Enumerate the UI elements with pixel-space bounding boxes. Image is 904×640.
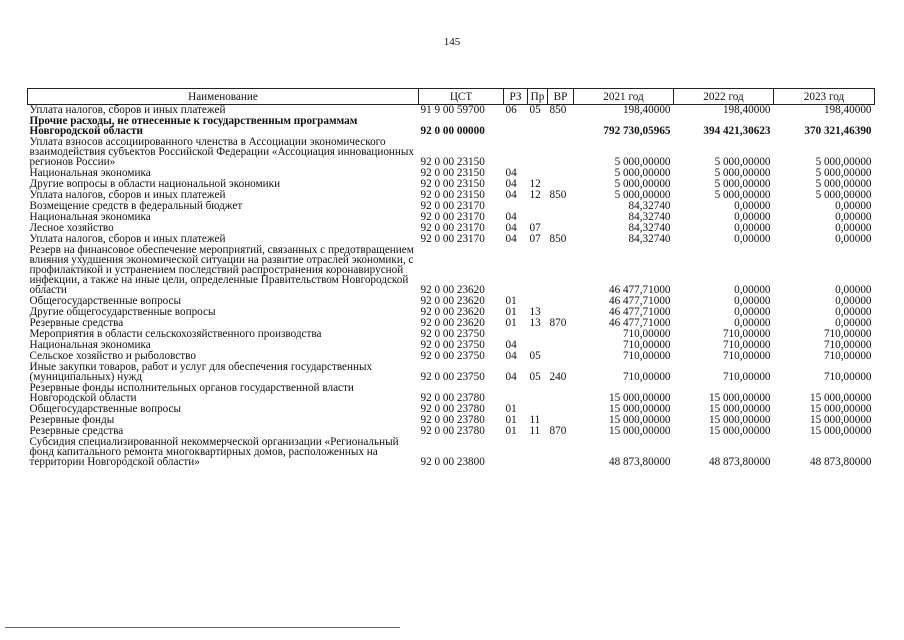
cell-name: Резервные фонды исполнительных органов государственной власти Новгородской области bbox=[29, 382, 354, 404]
cell-vr: 850 bbox=[549, 233, 567, 245]
cell-2021: 15 000,00000 bbox=[608, 425, 671, 437]
page-number: 145 bbox=[443, 36, 461, 48]
cell-2021: 710,00000 bbox=[622, 339, 671, 351]
cell-name: Уплата налогов, сборов и иных платежей bbox=[29, 104, 226, 116]
cell-name: Субсидия специализированной некоммерческой организации «Региональный фонд капитального ремонта многоквартирных домов, расположенных на территории Новгородской области» bbox=[29, 436, 399, 468]
cell-rz: 04 bbox=[505, 339, 517, 351]
cell-2022: 198,40000 bbox=[722, 104, 771, 116]
cell-name: Мероприятия в области сельскохозяйственного производства bbox=[29, 328, 322, 340]
cell-2022: 0,00000 bbox=[734, 306, 771, 318]
cell-2023: 0,00000 bbox=[835, 295, 872, 307]
cell-2023: 5 000,00000 bbox=[815, 178, 872, 190]
cell-rz: 01 bbox=[505, 306, 517, 318]
cell-2023: 0,00000 bbox=[835, 211, 872, 223]
cell-name: Резервные средства bbox=[29, 425, 124, 437]
cell-cst: 92 0 00 23170 bbox=[420, 200, 485, 212]
cell-2023: 370 321,46390 bbox=[804, 125, 872, 137]
cell-name: Иные закупки товаров, работ и услуг для обеспечения государственных (муниципальных) нужд bbox=[29, 361, 373, 383]
cell-vr: 850 bbox=[549, 104, 567, 116]
cell-rz bbox=[504, 383, 528, 404]
cell-rz: 04 bbox=[505, 222, 517, 234]
cell-name: Уплата взносов ассоциированного членства в Ассоциации экономического взаимодействия субъектов Российской Федерации «Ассоциация инновационных регионов России» bbox=[29, 136, 414, 168]
cell-2022: 710,00000 bbox=[722, 339, 771, 351]
cell-vr bbox=[548, 351, 574, 362]
table-row bbox=[28, 437, 875, 468]
cell-cst: 92 0 00 23750 bbox=[420, 350, 485, 362]
cell-2021: 46 477,71000 bbox=[608, 284, 671, 296]
cell-cst: 92 0 00 00000 bbox=[420, 125, 485, 137]
column-header-name: Наименование bbox=[28, 89, 419, 105]
cell-2023: 0,00000 bbox=[835, 284, 872, 296]
cell-cst: 92 0 00 23620 bbox=[420, 317, 485, 329]
cell-vr bbox=[548, 296, 574, 307]
cell-pr: 11 bbox=[529, 425, 541, 437]
cell-2021: 15 000,00000 bbox=[608, 392, 671, 404]
cell-cst: 92 0 00 23750 bbox=[420, 339, 485, 351]
cell-vr bbox=[548, 168, 574, 179]
cell-2021: 84,32740 bbox=[628, 222, 671, 234]
cell-2023: 0,00000 bbox=[835, 306, 872, 318]
cell-2023: 5 000,00000 bbox=[815, 167, 872, 179]
cell-2022: 5 000,00000 bbox=[714, 189, 771, 201]
cell-vr: 240 bbox=[549, 371, 567, 383]
cell-name: Резервные средства bbox=[29, 317, 124, 329]
cell-name: Возмещение средств в федеральный бюджет bbox=[29, 200, 243, 212]
cell-cst: 92 0 00 23150 bbox=[420, 189, 485, 201]
cell-name: Общегосударственные вопросы bbox=[29, 295, 182, 307]
cell-rz: 04 bbox=[505, 350, 517, 362]
cell-vr: 870 bbox=[549, 317, 567, 329]
cell-2022: 15 000,00000 bbox=[708, 403, 771, 415]
table-row bbox=[28, 245, 875, 296]
cell-pr: 05 bbox=[529, 104, 541, 116]
cell-2023: 0,00000 bbox=[835, 233, 872, 245]
cell-vr bbox=[548, 245, 574, 296]
cell-vr: 870 bbox=[549, 425, 567, 437]
cell-pr bbox=[528, 329, 548, 340]
cell-rz bbox=[504, 116, 528, 137]
cell-2021: 46 477,71000 bbox=[608, 317, 671, 329]
table-row bbox=[28, 362, 875, 383]
cell-name: Прочие расходы, не отнесенные к государственным программам Новгородской области bbox=[29, 115, 358, 137]
cell-pr: 07 bbox=[529, 222, 541, 234]
cell-2023: 0,00000 bbox=[835, 200, 872, 212]
column-header-cst: ЦСТ bbox=[419, 89, 504, 105]
cell-rz: 04 bbox=[505, 167, 517, 179]
cell-rz: 06 bbox=[505, 104, 517, 116]
cell-2023: 710,00000 bbox=[823, 328, 872, 340]
cell-cst: 92 0 00 23780 bbox=[420, 392, 485, 404]
cell-pr: 11 bbox=[529, 414, 541, 426]
cell-name: Другие общегосударственные вопросы bbox=[29, 306, 216, 318]
cell-2021: 710,00000 bbox=[622, 371, 671, 383]
cell-2022: 710,00000 bbox=[722, 350, 771, 362]
cell-vr bbox=[548, 201, 574, 212]
cell-vr bbox=[548, 340, 574, 351]
cell-pr: 13 bbox=[529, 317, 541, 329]
cell-2023: 0,00000 bbox=[835, 317, 872, 329]
cell-2023: 198,40000 bbox=[823, 104, 872, 116]
cell-2021: 5 000,00000 bbox=[614, 178, 671, 190]
cell-2022: 0,00000 bbox=[734, 222, 771, 234]
cell-cst: 92 0 00 23620 bbox=[420, 306, 485, 318]
cell-2022: 15 000,00000 bbox=[708, 392, 771, 404]
cell-2022: 0,00000 bbox=[734, 284, 771, 296]
cell-name: Национальная экономика bbox=[29, 211, 151, 223]
table-header-row bbox=[28, 89, 875, 105]
cell-2021: 198,40000 bbox=[622, 104, 671, 116]
cell-name: Общегосударственные вопросы bbox=[29, 403, 182, 415]
cell-rz bbox=[504, 245, 528, 296]
cell-pr: 05 bbox=[529, 371, 541, 383]
cell-pr bbox=[528, 245, 548, 296]
cell-2021: 84,32740 bbox=[628, 200, 671, 212]
cell-cst: 92 0 00 23750 bbox=[420, 371, 485, 383]
table-row bbox=[28, 137, 875, 168]
cell-name: Другие вопросы в области национальной экономики bbox=[29, 178, 281, 190]
cell-pr bbox=[528, 201, 548, 212]
cell-2021: 84,32740 bbox=[628, 211, 671, 223]
cell-cst: 92 0 00 23170 bbox=[420, 233, 485, 245]
cell-2022: 0,00000 bbox=[734, 233, 771, 245]
cell-vr bbox=[548, 116, 574, 137]
table-body bbox=[28, 105, 875, 469]
cell-2022: 15 000,00000 bbox=[708, 414, 771, 426]
cell-2021: 84,32740 bbox=[628, 233, 671, 245]
cell-cst: 92 0 00 23620 bbox=[420, 284, 485, 296]
cell-2021: 15 000,00000 bbox=[608, 403, 671, 415]
cell-2022: 0,00000 bbox=[734, 200, 771, 212]
cell-name: Сельское хозяйство и рыболовство bbox=[29, 350, 196, 362]
cell-vr bbox=[548, 329, 574, 340]
budget-table bbox=[27, 88, 875, 468]
cell-vr bbox=[548, 383, 574, 404]
cell-2021: 5 000,00000 bbox=[614, 167, 671, 179]
cell-vr bbox=[548, 137, 574, 168]
cell-2022: 5 000,00000 bbox=[714, 156, 771, 168]
column-header-2021: 2021 год bbox=[574, 89, 674, 105]
cell-2023: 710,00000 bbox=[823, 371, 872, 383]
cell-2023: 15 000,00000 bbox=[809, 403, 872, 415]
cell-vr: 850 bbox=[549, 189, 567, 201]
cell-pr bbox=[528, 116, 548, 137]
cell-name: Уплата налогов, сборов и иных платежей bbox=[29, 189, 226, 201]
cell-rz: 04 bbox=[505, 189, 517, 201]
cell-name: Лесное хозяйство bbox=[29, 222, 114, 234]
cell-name: Уплата налогов, сборов и иных платежей bbox=[29, 233, 226, 245]
cell-vr bbox=[548, 437, 574, 468]
cell-2021: 48 873,80000 bbox=[608, 456, 671, 468]
cell-rz: 01 bbox=[505, 295, 517, 307]
cell-2023: 15 000,00000 bbox=[809, 425, 872, 437]
column-header-vr: ВР bbox=[548, 89, 574, 105]
cell-2023: 710,00000 bbox=[823, 339, 872, 351]
cell-pr bbox=[528, 437, 548, 468]
cell-name: Национальная экономика bbox=[29, 167, 151, 179]
cell-pr: 07 bbox=[529, 233, 541, 245]
cell-2021: 46 477,71000 bbox=[608, 306, 671, 318]
cell-2023: 48 873,80000 bbox=[809, 456, 872, 468]
cell-2021: 710,00000 bbox=[622, 328, 671, 340]
cell-rz bbox=[504, 437, 528, 468]
cell-2022: 0,00000 bbox=[734, 211, 771, 223]
cell-2022: 0,00000 bbox=[734, 317, 771, 329]
cell-name: Национальная экономика bbox=[29, 339, 151, 351]
cell-cst: 92 0 00 23150 bbox=[420, 156, 485, 168]
cell-cst: 92 0 00 23800 bbox=[420, 456, 485, 468]
cell-2022: 0,00000 bbox=[734, 295, 771, 307]
footnote-divider bbox=[5, 627, 400, 628]
cell-rz: 04 bbox=[505, 178, 517, 190]
column-header-2022: 2022 год bbox=[674, 89, 774, 105]
cell-cst: 92 0 00 23170 bbox=[420, 222, 485, 234]
cell-2022: 710,00000 bbox=[722, 328, 771, 340]
cell-rz: 04 bbox=[505, 233, 517, 245]
cell-2023: 0,00000 bbox=[835, 222, 872, 234]
cell-rz: 01 bbox=[505, 425, 517, 437]
cell-2022: 710,00000 bbox=[722, 371, 771, 383]
cell-cst: 92 0 00 23750 bbox=[420, 328, 485, 340]
cell-pr: 12 bbox=[529, 178, 541, 190]
cell-2021: 15 000,00000 bbox=[608, 414, 671, 426]
table-row bbox=[28, 116, 875, 137]
cell-2021: 710,00000 bbox=[622, 350, 671, 362]
cell-2022: 394 421,30623 bbox=[703, 125, 771, 137]
cell-2022: 15 000,00000 bbox=[708, 425, 771, 437]
cell-rz: 01 bbox=[505, 414, 517, 426]
cell-rz: 04 bbox=[505, 211, 517, 223]
cell-rz: 01 bbox=[505, 317, 517, 329]
cell-2021: 5 000,00000 bbox=[614, 156, 671, 168]
cell-cst: 92 0 00 23780 bbox=[420, 414, 485, 426]
cell-rz: 04 bbox=[505, 371, 517, 383]
cell-cst: 92 0 00 23150 bbox=[420, 178, 485, 190]
cell-cst: 91 9 00 59700 bbox=[420, 104, 485, 116]
cell-2023: 15 000,00000 bbox=[809, 414, 872, 426]
cell-2021: 5 000,00000 bbox=[614, 189, 671, 201]
cell-rz: 01 bbox=[505, 403, 517, 415]
cell-2022: 48 873,80000 bbox=[708, 456, 771, 468]
cell-cst: 92 0 00 23150 bbox=[420, 167, 485, 179]
cell-2023: 5 000,00000 bbox=[815, 189, 872, 201]
column-header-rz: РЗ bbox=[504, 89, 528, 105]
cell-2023: 5 000,00000 bbox=[815, 156, 872, 168]
table-row bbox=[28, 383, 875, 404]
cell-2022: 5 000,00000 bbox=[714, 178, 771, 190]
cell-pr bbox=[528, 137, 548, 168]
cell-rz bbox=[504, 137, 528, 168]
cell-name: Резерв на финансовое обеспечение мероприятий, связанных с предотвращением влияния ухудшения экономической ситуации на развитие отраслей экономики, с профилактикой и устранением последствий распространения коронавирусной инфекции, а также на иные цели, определенные Правительством Новгородской области bbox=[29, 244, 414, 296]
cell-vr bbox=[548, 404, 574, 415]
cell-2021: 46 477,71000 bbox=[608, 295, 671, 307]
cell-2021: 792 730,05965 bbox=[603, 125, 671, 137]
column-header-pr: Пр bbox=[528, 89, 548, 105]
cell-pr: 12 bbox=[529, 189, 541, 201]
cell-2023: 710,00000 bbox=[823, 350, 872, 362]
cell-2023: 15 000,00000 bbox=[809, 392, 872, 404]
cell-cst: 92 0 00 23780 bbox=[420, 403, 485, 415]
cell-vr bbox=[548, 212, 574, 223]
cell-cst: 92 0 00 23620 bbox=[420, 295, 485, 307]
column-header-2023: 2023 год bbox=[774, 89, 875, 105]
cell-2022: 5 000,00000 bbox=[714, 167, 771, 179]
cell-name: Резервные фонды bbox=[29, 414, 115, 426]
cell-pr: 05 bbox=[529, 350, 541, 362]
cell-pr: 13 bbox=[529, 306, 541, 318]
cell-cst: 92 0 00 23170 bbox=[420, 211, 485, 223]
cell-pr bbox=[528, 383, 548, 404]
cell-cst: 92 0 00 23780 bbox=[420, 425, 485, 437]
